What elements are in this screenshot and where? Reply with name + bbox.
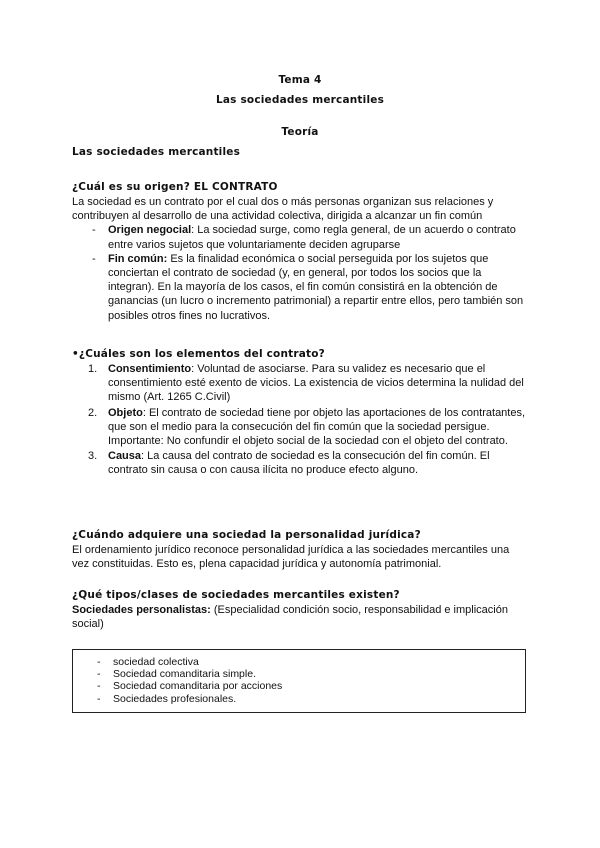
doc-subtitle: Las sociedades mercantiles	[215, 94, 385, 106]
types-description	[72, 603, 528, 631]
personality-heading: ¿Cuándo adquiere una sociedad la personalidad jurídica?	[72, 529, 421, 541]
causa-term: Causa	[108, 450, 142, 463]
number-marker: 3.	[88, 450, 98, 463]
list-item	[73, 668, 282, 680]
type-colectiva: sociedad colectiva	[113, 656, 199, 668]
list-item	[72, 223, 528, 251]
dash-marker: -	[97, 692, 101, 705]
origin-list	[72, 223, 528, 322]
dash-marker: -	[97, 680, 101, 693]
consentimiento-term: Consentimiento	[108, 363, 192, 375]
origen-negocial-text: : La sociedad surge, como regla general, de un acuerdo o contrato entre varios sujetos que voluntariamente deciden agruparse	[108, 224, 516, 251]
fin-comun-text: Es la finalidad económica o social perseguida por los sujetos que conciertan el contrato de sociedad (y, en general, por todos los socios que la integran). En la mayoría de los casos, el fin común consistirá en la obtención de ganancias (un lucro o incremento patrimonial) a repartir entre ellos, pero también son posibles otros fines no lucrativos.	[108, 252, 524, 322]
dash-marker: -	[97, 668, 101, 681]
type-comanditaria-simple: Sociedad comanditaria simple.	[113, 668, 256, 681]
dash-marker: -	[97, 656, 101, 668]
list-item	[73, 693, 282, 705]
personality-text: El ordenamiento jurídico reconoce personalidad jurídica a las sociedades mercantiles una vez constituidas. Esto es, plena capacidad jurídica y autonomía patrimonial.	[72, 544, 510, 571]
list-item	[73, 680, 282, 692]
type-profesionales: Sociedades profesionales.	[113, 692, 237, 705]
list-item	[73, 656, 282, 668]
causa-text: : La causa del contrato de sociedad es la consecución del fin común. El contrato sin causa o con causa ilícita no produce efecto alguno.	[108, 450, 490, 477]
teoria-heading: Teoría	[281, 126, 319, 138]
number-marker: 2.	[88, 406, 98, 419]
fin-comun-term: Fin común:	[108, 252, 168, 265]
list-item	[72, 406, 528, 449]
type-comanditaria-acciones: Sociedad comanditaria por acciones	[113, 680, 283, 693]
list-item	[72, 252, 528, 323]
dash-marker: -	[92, 224, 96, 237]
types-heading: ¿Qué tipos/clases de sociedades mercantiles existen?	[72, 589, 400, 601]
consentimiento-text: : Voluntad de asociarse. Para su validez es necesario que el consentimiento esté exento de vicios. La existencia de vicios determina la nulidad del mismo (Art. 1265 C.Civil)	[108, 363, 524, 404]
list-item	[72, 449, 528, 477]
company-types-list	[73, 656, 282, 705]
dash-marker: -	[92, 252, 96, 265]
origen-negocial-term: Origen negocial	[108, 224, 192, 237]
tema-title: Tema 4	[278, 74, 322, 86]
origin-heading: ¿Cuál es su origen? EL CONTRATO	[72, 181, 278, 193]
elements-heading: •¿Cuáles son los elementos del contrato?	[72, 348, 325, 360]
personalistas-term: Sociedades personalistas:	[72, 604, 211, 616]
personality-section	[72, 529, 528, 571]
elements-list	[72, 362, 528, 478]
objeto-text: : El contrato de sociedad tiene por objeto las aportaciones de los contratantes, que son el medio para la consecución del fin común que la sociedad persigue. Importante: No confundir el objeto social de la sociedad con el objeto del contrato.	[108, 406, 526, 448]
number-marker: 1.	[88, 363, 98, 375]
objeto-term: Objeto	[108, 406, 143, 419]
types-section	[72, 589, 528, 631]
section-title: Las sociedades mercantiles	[72, 146, 241, 158]
list-item	[72, 362, 528, 405]
company-types-box	[72, 649, 526, 713]
origin-intro: La sociedad es un contrato por el cual dos o más personas organizan sus relaciones y contribuyen al desarrollo de una actividad colectiva, dirigida a alcanzar un fin común	[72, 196, 494, 223]
elements-section	[72, 348, 528, 479]
origin-section	[72, 181, 528, 323]
personalistas-text: (Especialidad condición socio, responsabilidad e implicación social)	[72, 604, 508, 631]
